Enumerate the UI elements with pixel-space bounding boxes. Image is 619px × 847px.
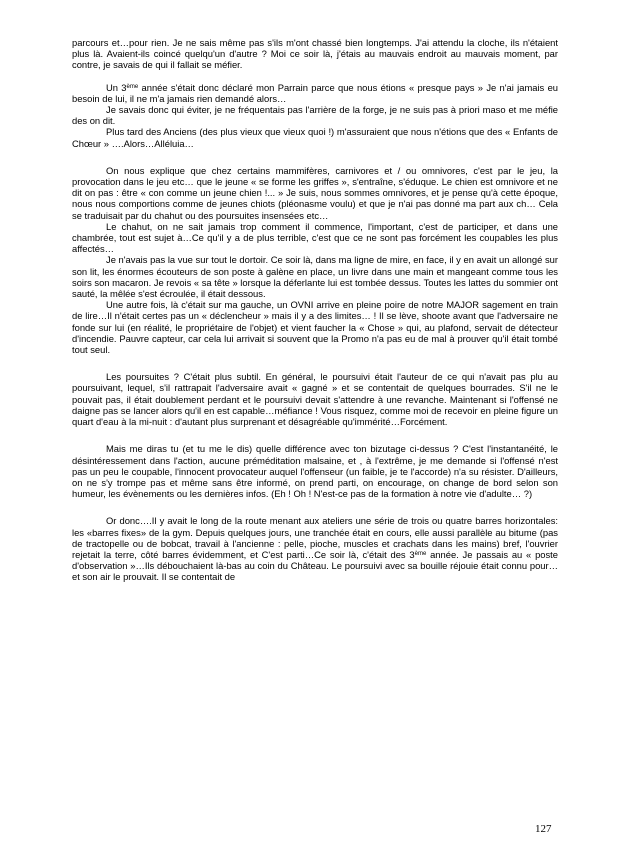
superscript-ordinal: ème xyxy=(414,550,427,557)
paragraph-7: Je n'avais pas la vue sur tout le dortoir. Ce soir là, dans ma ligne de mire, en face, il y en avait un allongé sur son lit, les énormes écouteurs de son poste à galène en place, un livre dans une main et mangeant comme tous les soirs son macaron. Je revois « sa tête » lorsque la déferlante lui est tombée dessus. Toutes les lattes du sommier ont sauté, la mêlée s'est écroulée, il était dessous. xyxy=(72,254,559,300)
paragraph-8: Une autre fois, là c'était sur ma gauche, un OVNI arrive en pleine poire de notre MAJOR sagement en train de lire…Il n'était certes pas un « déclencheur » mais il y a des limites… ! Il se lève, shoote avant que l'adversaire ne fonde sur lui (en réalité, le propriétaire de l'objet) et vient faucher la « Chose » qui, au plafond, servait de détecteur d'incendie. Pauvre capteur, car cela lui arrivait si souvent que la Promo n'a pas eu de mal à prouver qu'il était tombé tout seul. xyxy=(72,299,558,356)
body-text xyxy=(72,37,558,583)
paragraph-3: Je savais donc qui éviter, je ne fréquentais pas l'arrière de la forge, je ne suis pas à priori maso et me méfie des on dit. xyxy=(72,104,558,127)
paragraph-6: Le chahut, on ne sait jamais trop comment il commence, l'important, c'est de participer, et dans une chambrée, tout est sujet à…Ce qu'il y a de plus terrible, c'est que ce ne sont pas forcément les coupables les plus affectés… xyxy=(72,220,558,255)
paragraph-11: Or donc….Il y avait le long de la route menant aux ateliers une série de trois ou quatre barres horizontales: les «barres fixes» de la gym. Depuis quelques jours, une tranchée était en cours, elle aussi parallèle au bitume (pas de tractopelle ou de bobcat, travail à l'ancienne : pelle, pioche, muscles et crachats dans les mains) bref, l'ouvrier rejetait la terre, côté barres évidemment, et C'est parti…Ce soir là, c'était des 3ème année. Je passais au « poste d'observation »…Ils débouchaient là-bas au coin du Château. Le poursuivi avec sa bouille réjouie était connu pour…et son air le prouvait. Il se contentait de xyxy=(72,515,558,583)
paragraph-10: Mais me diras tu (et tu me le dis) quelle différence avec ton bizutage ci-dessus ? C'est l'instantanéité, le désintéressement dans l'action, aucune préméditation malsaine, et , à l'extrême, je me demande si l'offensé n'est pas un peu le coupable, l'innocent provocateur auquel l'offenseur (un faible, je te l'accorde) n'a su résister. D'ailleurs, on ne s'y trompe pas et même sans être informé, on prend parti, on encourage, on change de bord selon son humeur, les évènements ou les dernières infos. (Eh ! Oh ! N'est-ce pas de la formation à notre vie d'adulte… ?) xyxy=(72,443,558,500)
superscript-ordinal: ème xyxy=(126,83,139,90)
paragraph-1: parcours et…pour rien. Je ne sais même pas s'ils m'ont chassé bien longtemps. J'ai attendu la cloche, ils n'étaient plus là. Avaient-ils coincé quelqu'un d'autre ? Moi ce soir là, j'étais au mauvais endroit au mauvais moment, par contre, je savais de qui il fallait se méfier. xyxy=(72,37,558,71)
paragraph-9: Les poursuites ? C'était plus subtil. En général, le poursuivi était l'auteur de ce qui n'avait pas plu au poursuivant, lequel, s'il rattrapait l'adversaire avait « gagné » et se contentait de quelques bourrades. S'il ne le pouvait pas, il était doublement perdant et le poursuivi devait s'attendre à une revanche. Maintenant si l'offensé ne daigne pas se lancer alors qu'il en est capable…méfiance ! Vous risquez, comme moi de recevoir en pleine figure un quart d'eau à la mi-nuit : d'autant plus surprenant et désagréable qu'immérité…Forcément. xyxy=(72,371,558,428)
paragraph-2: Un 3ème année s'était donc déclaré mon Parrain parce que nous étions « presque pays » Je n'ai jamais eu besoin de lui, il ne m'a jamais rien demandé alors… xyxy=(72,81,558,104)
paragraph-5: On nous explique que chez certains mammifères, carnivores et / ou omnivores, c'est par le jeu, la provocation dans le jeu etc… que le jeune « se forme les griffes », s'entraîne, s'éduque. Le chien est omnivore et ne dit on pas : être « con comme un jeune chien !... » Je suis, nous sommes omnivores, et je pense qu'à cette époque, nous nous comportions comme de jeunes chiots (pléonasme voulu) et que je n'ai pas donné ma part aux ch… Cela se traduisait par du chahut ou des poursuites insensées etc… xyxy=(72,164,558,221)
paragraph-4: Plus tard des Anciens (des plus vieux que vieux quoi !) m'assuraient que nous n'étions que des « Enfants de Chœur » ….Alors…Alléluia… xyxy=(72,126,558,149)
page-number: 127 xyxy=(535,823,552,835)
